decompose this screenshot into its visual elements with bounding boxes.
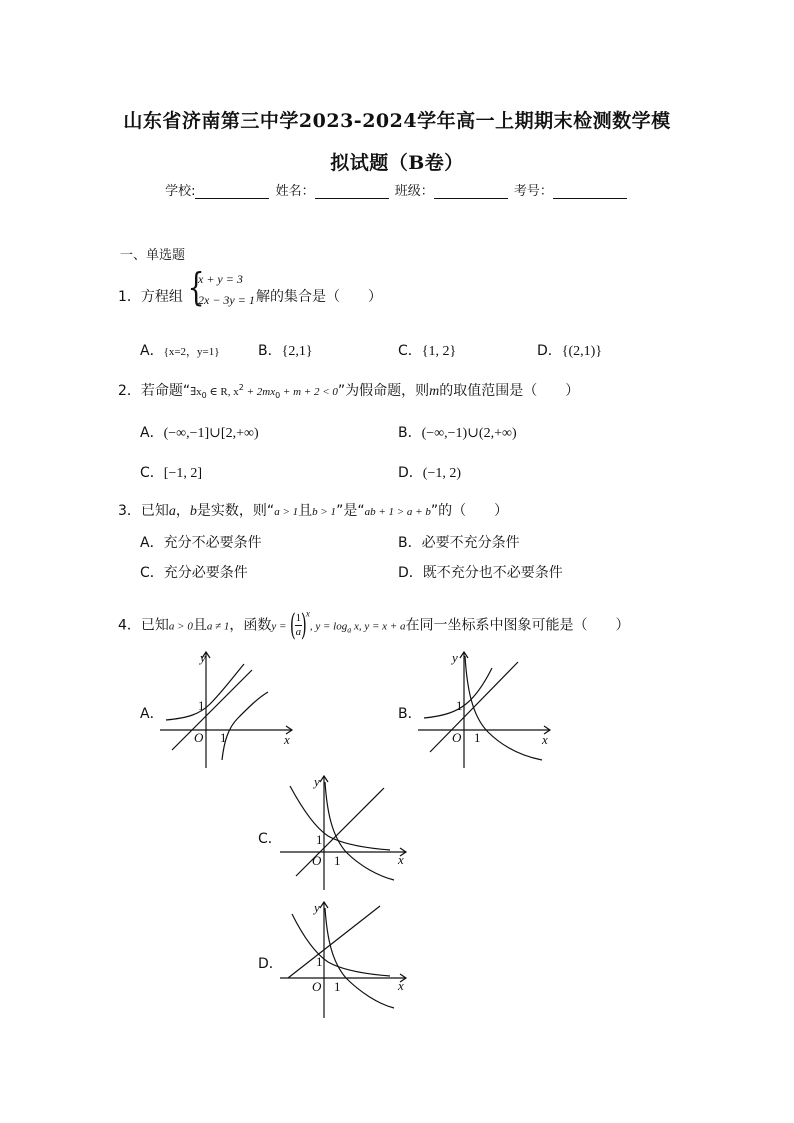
line-y-x-plus-a: [172, 670, 252, 750]
label-one-y: 1: [316, 832, 323, 847]
option-label: C．: [398, 343, 422, 359]
option-value: {x=2，y=1}: [163, 346, 220, 358]
q3-var: b: [189, 504, 197, 519]
label-one-x: 1: [474, 730, 481, 745]
option-label: C．: [140, 565, 164, 581]
q3-text: 且: [298, 503, 313, 519]
q4-option-b-label[interactable]: B．: [398, 706, 422, 722]
option-value: (−1, 2): [422, 466, 462, 481]
q1-stem-left: [118, 286, 183, 306]
option-value: 既不充分也不必要条件: [422, 565, 563, 581]
label-one-x: 1: [220, 730, 227, 745]
q3-text: 是实数，则“: [196, 503, 275, 519]
fraction-denominator: a: [295, 626, 302, 638]
class-label: 班级：: [394, 184, 434, 199]
q1-option-b[interactable]: [258, 340, 313, 360]
id-field[interactable]: [553, 185, 627, 199]
option-value: [−1, 2]: [163, 466, 203, 481]
q2-sub: 0: [201, 391, 207, 400]
axis-x-label: x: [542, 732, 548, 747]
option-label: D．: [537, 343, 562, 359]
option-value: 必要不充分条件: [421, 535, 520, 551]
exponent: x: [305, 608, 310, 619]
option-label: B．: [398, 535, 422, 551]
paren-right: ): [301, 608, 307, 643]
option-value: (−∞,−1]∪[2,+∞): [163, 426, 259, 441]
origin-label: O: [452, 730, 462, 745]
q1-eq1: x + y = 3: [198, 272, 243, 286]
q4-option-b-graph[interactable]: [418, 648, 558, 770]
option-label: C．: [140, 465, 164, 481]
option-value: 充分必要条件: [163, 565, 248, 581]
log-base: a: [347, 625, 352, 635]
q3-text: 已知: [140, 503, 169, 519]
option-value: {(2,1)}: [561, 344, 603, 359]
origin-label: O: [194, 730, 204, 745]
q2-option-d[interactable]: [398, 462, 461, 482]
page-title: 山东省济南第三中学2023-2024学年高一上期期末检测数学模: [123, 110, 671, 132]
axis-x-label: x: [284, 732, 290, 747]
label-one-x: 1: [334, 979, 341, 994]
option-label: A．: [140, 535, 164, 551]
origin-label: O: [312, 979, 322, 994]
q4-option-c-label[interactable]: C．: [258, 831, 282, 847]
q1-equation-system: [184, 265, 256, 312]
origin-label: O: [312, 853, 322, 868]
q1-text-pre: 方程组: [140, 289, 183, 305]
name-label: 姓名：: [275, 184, 315, 199]
q3-option-c[interactable]: [140, 562, 248, 582]
q2-math: + 2mx: [243, 386, 276, 398]
line-y-x-plus-a: [288, 906, 380, 978]
q3-math: a > 1: [274, 506, 299, 518]
q4-math: , y = log: [309, 620, 348, 633]
q2-option-a[interactable]: [140, 422, 259, 442]
section-title: 一、单选题: [120, 248, 186, 263]
student-info-line: [0, 180, 794, 199]
option-label: D．: [398, 465, 423, 481]
q4-text: 已知: [140, 617, 169, 634]
option-label: D．: [398, 565, 423, 581]
label-one-y: 1: [198, 698, 205, 713]
option-value: {2,1}: [281, 344, 313, 359]
q4-math: y =: [271, 620, 287, 633]
fraction-numerator: 1: [295, 612, 302, 624]
label-one-y: 1: [456, 698, 463, 713]
q2-number: 2．: [118, 383, 141, 399]
class-field[interactable]: [434, 185, 508, 199]
option-label: B．: [258, 343, 282, 359]
q4-option-d-label[interactable]: D．: [258, 956, 283, 972]
q4-text-post: 在同一坐标系中图象可能是（ ）: [405, 617, 630, 634]
brace-symbol: {: [187, 265, 205, 309]
axis-x-label: x: [398, 978, 404, 993]
option-value: 充分不必要条件: [163, 535, 262, 551]
option-label: B．: [398, 425, 422, 441]
option-value: (−∞,−1)∪(2,+∞): [421, 426, 517, 441]
q1-eq2: 2x − 3y = 1: [198, 293, 255, 307]
q4-math: a > 0: [168, 620, 193, 633]
q2-text-pre: 若命题“: [140, 383, 191, 399]
q3-option-b[interactable]: [398, 532, 520, 552]
q1-option-a[interactable]: [140, 340, 220, 360]
q1-option-c[interactable]: [398, 340, 456, 360]
label-one-y: 1: [316, 954, 323, 969]
q3-var: a: [168, 504, 176, 519]
q3-option-d[interactable]: [398, 562, 563, 582]
q4-option-a-graph[interactable]: [160, 648, 300, 770]
q4-stem: [118, 608, 629, 643]
q1-option-d[interactable]: [537, 340, 602, 360]
option-label: A．: [140, 343, 164, 359]
option-label: A．: [140, 425, 164, 441]
q3-text: ”是“: [336, 503, 365, 519]
q1-number: 1．: [118, 289, 141, 305]
school-label: 学校:: [165, 184, 196, 199]
q2-option-c[interactable]: [140, 462, 202, 482]
axis-x-label: x: [398, 852, 404, 867]
q2-var-m: m: [429, 384, 440, 399]
q4-text: ，函数: [229, 617, 272, 634]
axis-y-label: y: [314, 774, 320, 789]
q4-math: x, y = x + a: [351, 620, 406, 633]
q4-option-a-label[interactable]: A．: [140, 706, 164, 722]
axis-y-label: y: [314, 900, 320, 915]
q3-math: ab + 1 > a + b: [364, 506, 431, 518]
q2-sub: 0: [275, 391, 281, 400]
q2-stem: [118, 380, 579, 400]
q2-text-post: 的取值范围是（ ）: [439, 383, 580, 399]
q3-math: b > 1: [312, 506, 337, 518]
exp-curve: [166, 664, 244, 720]
paren-left: (: [289, 608, 296, 643]
axis-y-label: y: [452, 650, 458, 665]
log-curve: [222, 692, 268, 760]
axis-y-label: y: [200, 650, 206, 665]
q2-option-b[interactable]: [398, 422, 517, 442]
q4-option-d-graph[interactable]: [280, 898, 414, 1020]
q4-option-c-graph[interactable]: [280, 772, 414, 892]
id-label: 考号：: [513, 184, 553, 199]
q2-text: ”为假命题，则: [337, 383, 430, 399]
q3-number: 3．: [118, 503, 141, 519]
page-title-line2: 拟试题（B卷）: [330, 152, 464, 174]
q2-sup: 2: [238, 383, 244, 392]
q2-math: ∈ R, x: [206, 386, 239, 398]
q2-math: + m + 2 < 0: [280, 386, 338, 398]
q1-text-post: 解的集合是（ ）: [256, 289, 382, 305]
name-field[interactable]: [315, 185, 389, 199]
label-one-x: 1: [334, 853, 341, 868]
q3-stem: [118, 500, 508, 520]
q4-text: 且: [192, 617, 207, 634]
option-value: {1, 2}: [421, 344, 457, 359]
q4-number: 4．: [118, 617, 141, 634]
exp-curve: [292, 914, 390, 976]
q4-math: a ≠ 1: [206, 620, 230, 633]
q3-option-a[interactable]: [140, 532, 262, 552]
q2-math: ∃x: [190, 386, 202, 398]
q3-text: ，: [175, 503, 190, 519]
q3-text-post: ”的（ ）: [430, 503, 509, 519]
school-field[interactable]: [195, 185, 269, 199]
exp-curve: [290, 786, 390, 850]
